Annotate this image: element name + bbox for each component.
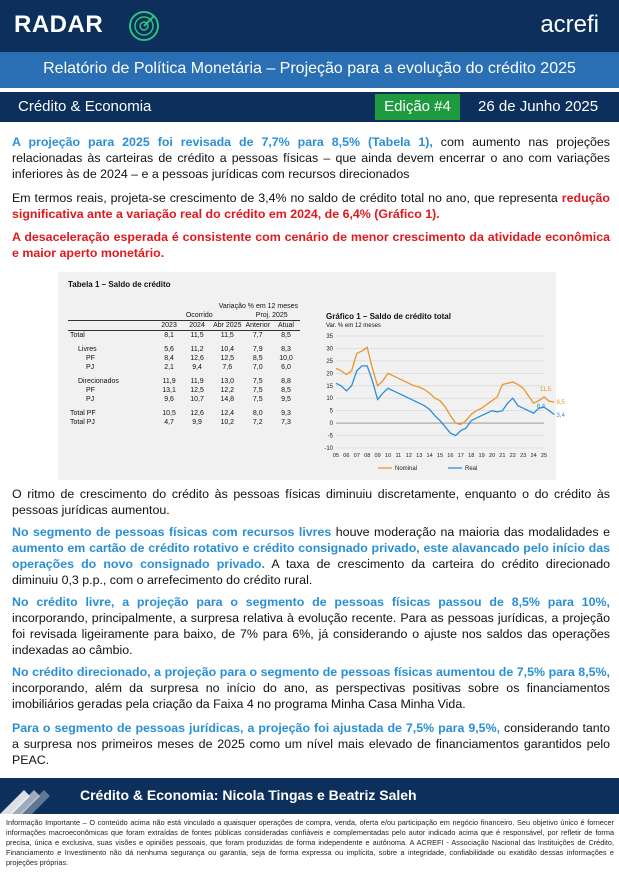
y-tick-label: -10 bbox=[324, 446, 333, 452]
intro-paragraph-3 bbox=[12, 229, 610, 261]
series-line-real bbox=[336, 366, 554, 436]
x-tick-label: 18 bbox=[468, 453, 475, 459]
table-row bbox=[68, 395, 300, 404]
y-tick-label: -5 bbox=[327, 433, 333, 440]
data-label: 8,5 bbox=[556, 399, 565, 406]
stripes-icon bbox=[0, 778, 60, 814]
table-row bbox=[68, 331, 300, 341]
table-row-label: Total PJ bbox=[70, 419, 95, 426]
body-text-1: O ritmo de crescimento do crédito às pessoas físicas diminuiu discretamente, enquanto o do crédito às pessoas jurídicas aumentou. bbox=[12, 487, 610, 517]
table-cell: 10,7 bbox=[190, 396, 204, 403]
table-row bbox=[68, 363, 300, 372]
report-title: Relatório de Política Monetária – Projeção para a evolução do crédito 2025 bbox=[43, 60, 576, 77]
y-tick-label: 0 bbox=[329, 421, 333, 428]
table-group-header: Variação % em 12 meses bbox=[218, 303, 298, 310]
x-tick-label: 09 bbox=[374, 453, 381, 459]
table-cell: 5,6 bbox=[164, 346, 174, 353]
table-title: Tabela 1 – Saldo de crédito bbox=[68, 280, 171, 289]
table-row-label: PF bbox=[86, 387, 95, 394]
table-row-label: Livres bbox=[78, 346, 97, 353]
authors-bar bbox=[0, 778, 619, 814]
body-paragraph-1 bbox=[12, 486, 610, 518]
table-row bbox=[68, 354, 300, 363]
table-cell: 8,5 bbox=[281, 387, 291, 394]
table-cell: 12,5 bbox=[220, 355, 235, 362]
table-cell: 12,2 bbox=[220, 387, 235, 394]
table-cell: 12,4 bbox=[220, 410, 235, 417]
legend-label: Nominal bbox=[395, 466, 418, 472]
table-cell: 9,9 bbox=[192, 419, 202, 426]
y-tick-label: 15 bbox=[326, 383, 333, 390]
x-tick-label: 16 bbox=[447, 453, 454, 459]
body-highlight-5: Para o segmento de pessoas jurídicas, a projeção foi ajustada de 7,5% para 9,5%, bbox=[12, 721, 501, 735]
table-cell: 8,0 bbox=[252, 410, 263, 417]
y-tick-label: 30 bbox=[326, 346, 333, 353]
chart-title: Gráfico 1 – Saldo de crédito total bbox=[326, 312, 451, 321]
x-tick-label: 06 bbox=[343, 453, 350, 459]
table-row bbox=[68, 418, 300, 427]
radar-logo: RADAR bbox=[14, 11, 104, 38]
table-row-label: PF bbox=[86, 355, 95, 362]
table-cell: 7,3 bbox=[281, 419, 291, 426]
x-tick-label: 07 bbox=[353, 453, 360, 459]
y-tick-label: 35 bbox=[326, 334, 333, 340]
authors: Crédito & Economia: Nicola Tingas e Beatriz Saleh bbox=[80, 787, 417, 803]
table-cell: 7,7 bbox=[252, 332, 263, 339]
x-tick-label: 05 bbox=[332, 453, 340, 459]
body-paragraph-5 bbox=[12, 720, 610, 768]
x-tick-label: 21 bbox=[499, 453, 506, 459]
credit-balance-table bbox=[68, 302, 300, 427]
table-cell: 12,5 bbox=[190, 387, 204, 394]
table-cell: 8,3 bbox=[281, 346, 291, 353]
table-cell: 9,4 bbox=[192, 364, 202, 371]
table-cell: 10,4 bbox=[220, 346, 235, 353]
body-highlight-2a: No segmento de pessoas físicas com recursos livres bbox=[12, 525, 332, 539]
table-column-header: 2024 bbox=[183, 321, 211, 331]
disclaimer: Informação Importante – O conteúdo acima não está vinculado a quaisquer operações de compra, venda, oferta e/ou participação em negócio financeiro. Seu objetivo único é fornecer informações macroeconômicas que foram extraídas de fontes públicas consideradas confiáveis e complementadas pelo autor indicado acima que é responsável, por refletir de forma precisa, única e exclusiva, suas visões e opiniões pessoais, que foram produzidas de forma independente e autônoma. A ACREFI - Associação Nacional das Instituições de Crédito, Financiamento e Investimento não dá nenhuma segurança ou garantia, seja de forma expressa ou implícita, sobre a integridade, confiabilidade ou exatidão dessas informações e projeções próprias. bbox=[6, 818, 614, 867]
table-cell: 10,2 bbox=[220, 419, 235, 426]
y-tick-label: 5 bbox=[329, 408, 333, 415]
table-column-header: Anterior bbox=[245, 322, 270, 329]
x-tick-label: 08 bbox=[364, 453, 371, 459]
table-cell: 4,7 bbox=[164, 419, 174, 426]
table-cell: 11,5 bbox=[220, 332, 234, 339]
table-cell: 9,6 bbox=[164, 396, 174, 403]
table-cell: 7,0 bbox=[252, 364, 263, 371]
table-column-header: Abr 2025 bbox=[213, 322, 242, 329]
table-row-label: Total PF bbox=[70, 410, 96, 417]
table-cell: 8,8 bbox=[281, 378, 291, 385]
table-row-label: Direcionados bbox=[78, 378, 119, 385]
intro-text-2: Em termos reais, projeta-se crescimento de 3,4% no saldo de crédito total no ano, que representa bbox=[12, 191, 562, 205]
x-tick-label: 15 bbox=[436, 453, 444, 459]
y-tick-label: 10 bbox=[326, 396, 333, 403]
sub-header-bar bbox=[0, 92, 619, 122]
table-column-header: Atual bbox=[272, 321, 300, 331]
body-highlight-3: No crédito livre, a projeção para o segmento de pessoas físicas passou de 8,5% para 10%, bbox=[12, 595, 610, 609]
table-cell: 2,1 bbox=[164, 364, 174, 371]
body-paragraph-2 bbox=[12, 524, 610, 588]
table-cell: 10,0 bbox=[279, 355, 293, 362]
body-text-2b: A taxa de crescimento da carteira do crédito direcionado diminuiu 0,3 p.p., com o arrefecimento do crédito rural. bbox=[12, 557, 610, 587]
table-row bbox=[68, 377, 300, 386]
body-highlight-2b: aumento em cartão de crédito rotativo e crédito consignado privado, este alavancado pelo início das operações do novo consignado privado. bbox=[12, 541, 610, 571]
intro-highlight-1: A projeção para 2025 foi revisada de 7,7% para 8,5% (Tabela 1), bbox=[12, 135, 433, 149]
intro-highlight-2: redução significativa ante a variação real do crédito em 2024, de 6,4% (Gráfico 1). bbox=[12, 191, 610, 221]
x-tick-label: 17 bbox=[457, 453, 464, 459]
table-cell: 13,1 bbox=[162, 387, 176, 394]
body-highlight-4: No crédito direcionado, a projeção para o segmento de pessoas físicas aumentou de 7,5% para 8,5%, bbox=[12, 665, 610, 679]
table-cell: 11,2 bbox=[190, 346, 204, 353]
table-cell: 7,2 bbox=[252, 419, 263, 426]
data-label: 11,5 bbox=[539, 386, 552, 393]
table-cell: 8,1 bbox=[164, 332, 174, 339]
figure-panel bbox=[58, 272, 565, 480]
table-row bbox=[68, 386, 300, 395]
x-tick-label: 14 bbox=[426, 453, 433, 459]
chart-subtitle: Var. % em 12 meses bbox=[326, 323, 381, 329]
table-col-group-occurred: Ocorrido bbox=[155, 311, 243, 321]
legend-label: Real bbox=[465, 466, 478, 472]
report-title-bar bbox=[0, 52, 619, 88]
table-cell: 12,6 bbox=[190, 355, 204, 362]
table-cell: 6,0 bbox=[281, 364, 291, 371]
table-cell: 7,5 bbox=[252, 378, 263, 385]
edition-badge: Edição #4 bbox=[375, 94, 460, 120]
publication-date: 26 de Junho 2025 bbox=[478, 98, 599, 115]
table-cell: 11,5 bbox=[190, 332, 204, 339]
table-row-label: Total bbox=[70, 332, 85, 339]
body-text-5: considerando tanto a surpresa nos primeiros meses de 2025 como um nível mais elevado de financiamentos garantidos pelo PEAC. bbox=[12, 721, 611, 767]
acrefi-logo: acrefi bbox=[540, 11, 599, 38]
table-col-group-projection: Proj. 2025 bbox=[243, 311, 300, 321]
table-cell: 11,9 bbox=[190, 378, 204, 385]
x-tick-label: 20 bbox=[488, 453, 496, 459]
table-cell: 7,6 bbox=[222, 364, 233, 371]
table-cell: 10,5 bbox=[162, 410, 176, 417]
x-tick-label: 11 bbox=[395, 453, 402, 459]
table-cell: 8,4 bbox=[164, 355, 174, 362]
table-cell: 8,5 bbox=[281, 332, 291, 339]
body-paragraph-3 bbox=[12, 594, 610, 658]
x-tick-label: 23 bbox=[520, 453, 527, 459]
body-paragraph-4 bbox=[12, 664, 610, 712]
x-tick-label: 12 bbox=[405, 453, 412, 459]
table-cell: 14,8 bbox=[220, 396, 235, 403]
table-cell: 12,6 bbox=[190, 410, 204, 417]
body-text-3: incorporando, principalmente, a surpresa relativa à evolução recente. Para as pessoas jurídicas, a projeção foi revisada ligeiramente para baixo, de 7% para 6%, já considerando o ajuste nos saldos das operações indexadas ao câmbio. bbox=[12, 611, 610, 657]
table-row-label: PJ bbox=[86, 364, 95, 371]
data-label: 6,4 bbox=[536, 404, 546, 411]
x-tick-label: 22 bbox=[509, 453, 516, 459]
section-name: Crédito & Economia bbox=[18, 98, 152, 115]
x-tick-label: 24 bbox=[530, 453, 537, 459]
data-label: 3,4 bbox=[556, 413, 565, 420]
radar-icon bbox=[128, 10, 160, 42]
table-row bbox=[68, 345, 300, 354]
table-cell: 8,5 bbox=[252, 355, 263, 362]
x-tick-label: 10 bbox=[384, 453, 392, 459]
x-tick-label: 13 bbox=[416, 453, 423, 459]
intro-text-1: com aumento nas projeções relacionadas às carteiras de crédito a pessoas físicas – que ainda devem encerrar o ano com variações inferiores às de 2024 – e a pessoas jurídicas com recursos direcionados bbox=[12, 135, 610, 181]
table-column-header: 2023 bbox=[155, 321, 183, 331]
y-tick-label: 25 bbox=[326, 358, 333, 365]
intro-paragraph-2 bbox=[12, 190, 610, 222]
x-tick-label: 19 bbox=[478, 453, 485, 459]
table-cell: 9,5 bbox=[281, 396, 291, 403]
table-row bbox=[68, 409, 300, 418]
table-cell: 7,9 bbox=[252, 346, 263, 353]
x-tick-label: 25 bbox=[540, 453, 548, 459]
table-cell: 13,0 bbox=[220, 378, 235, 385]
body-text-2a: houve moderação na maioria das modalidades e bbox=[331, 525, 611, 539]
table-row-label: PJ bbox=[86, 396, 95, 403]
table-cell: 11,9 bbox=[162, 378, 176, 385]
intro-highlight-3: A desaceleração esperada é consistente com cenário de menor crescimento da atividade econômica e maior aperto monetário. bbox=[12, 230, 610, 260]
table-cell: 7,5 bbox=[252, 387, 263, 394]
body-text-4: incorporando, além da surpresa no início do ano, as perspectivas positivas sobre os financiamentos imobiliários geradas pela criação da Faixa 4 no programa Minha Casa Minha Vida. bbox=[12, 681, 610, 711]
credit-balance-chart bbox=[316, 330, 565, 480]
y-tick-label: 20 bbox=[326, 371, 333, 378]
table-cell: 7,5 bbox=[252, 396, 263, 403]
top-banner bbox=[0, 0, 619, 52]
table-cell: 9,3 bbox=[281, 410, 291, 417]
intro-paragraph-1 bbox=[12, 134, 610, 182]
